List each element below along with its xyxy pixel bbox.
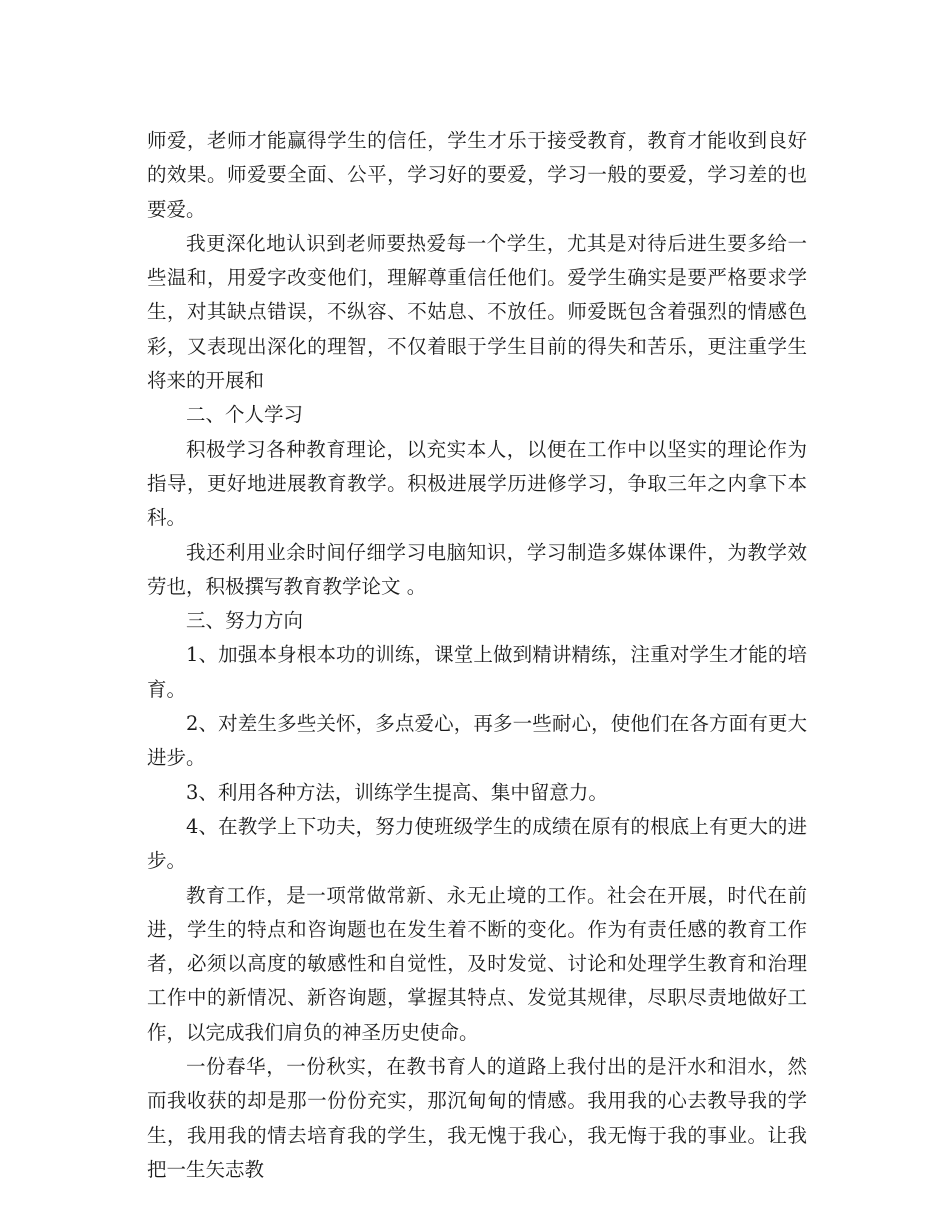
section-heading: 二、个人学习: [186, 403, 304, 427]
paragraph: 积极学习各种教育理论，以充实本人，以便在工作中以坚实的理论作为指导，更好地进展教育教学。积极进展学历进修学习，争取三年之内拿下本科。: [147, 437, 807, 530]
list-item: 4、在教学上下功夫，努力使班级学生的成绩在原有的根底上有更大的进步。: [147, 814, 807, 873]
paragraph: 教育工作，是一项常做常新、永无止境的工作。社会在开展，时代在前进，学生的特点和咨询题也在发生着不断的变化。作为有责任感的教育工作者，必须以高度的敏感性和自觉性，及时发觉、讨论和处理学生教育和治理工作中的新情况、新咨询题，掌握其特点、发觉其规律，尽职尽责地做好工作，以完成我们肩负的神圣历史使命。: [147, 883, 807, 1044]
paragraph: 我更深化地认识到老师要热爱每一个学生，尤其是对待后进生要多给一些温和，用爱字改变他们，理解尊重信任他们。爱学生确实是要严格要求学生，对其缺点错误，不纵容、不姑息、不放任。师爱既包含着强烈的情感色彩，又表现出深化的理智，不仅着眼于学生目前的得失和苦乐，更注重学生将来的开展和: [147, 231, 807, 393]
paragraph: 一份春华，一份秋实，在教书育人的道路上我付出的是汗水和泪水，然而我收获的却是那一份份充实，那沉甸甸的情感。我用我的心去教导我的学生，我用我的情去培育我的学生，我无愧于我心，我无悔于我的事业。让我把一生矢志教: [147, 1055, 807, 1181]
document-body: [147, 124, 807, 1187]
list-item: 2、对差生多些关怀，多点爱心，再多一些耐心，使他们在各方面有更大进步。: [147, 712, 807, 770]
list-item: 3、利用各种方法，训练学生提高、集中留意力。: [186, 780, 608, 804]
paragraph: 师爱，老师才能赢得学生的信任，学生才乐于接受教育，教育才能收到良好的效果。师爱要全面、公平，学习好的要爱，学习一般的要爱，学习差的也要爱。: [147, 129, 807, 221]
paragraph: 我还利用业余时间仔细学习电脑知识，学习制造多媒体课件，为教学效劳也，积极撰写教育教学论文 。: [147, 540, 807, 598]
list-item: 1、加强本身根本功的训练，课堂上做到精讲精练，注重对学生才能的培育。: [147, 643, 807, 701]
section-heading: 三、努力方向: [186, 609, 304, 633]
